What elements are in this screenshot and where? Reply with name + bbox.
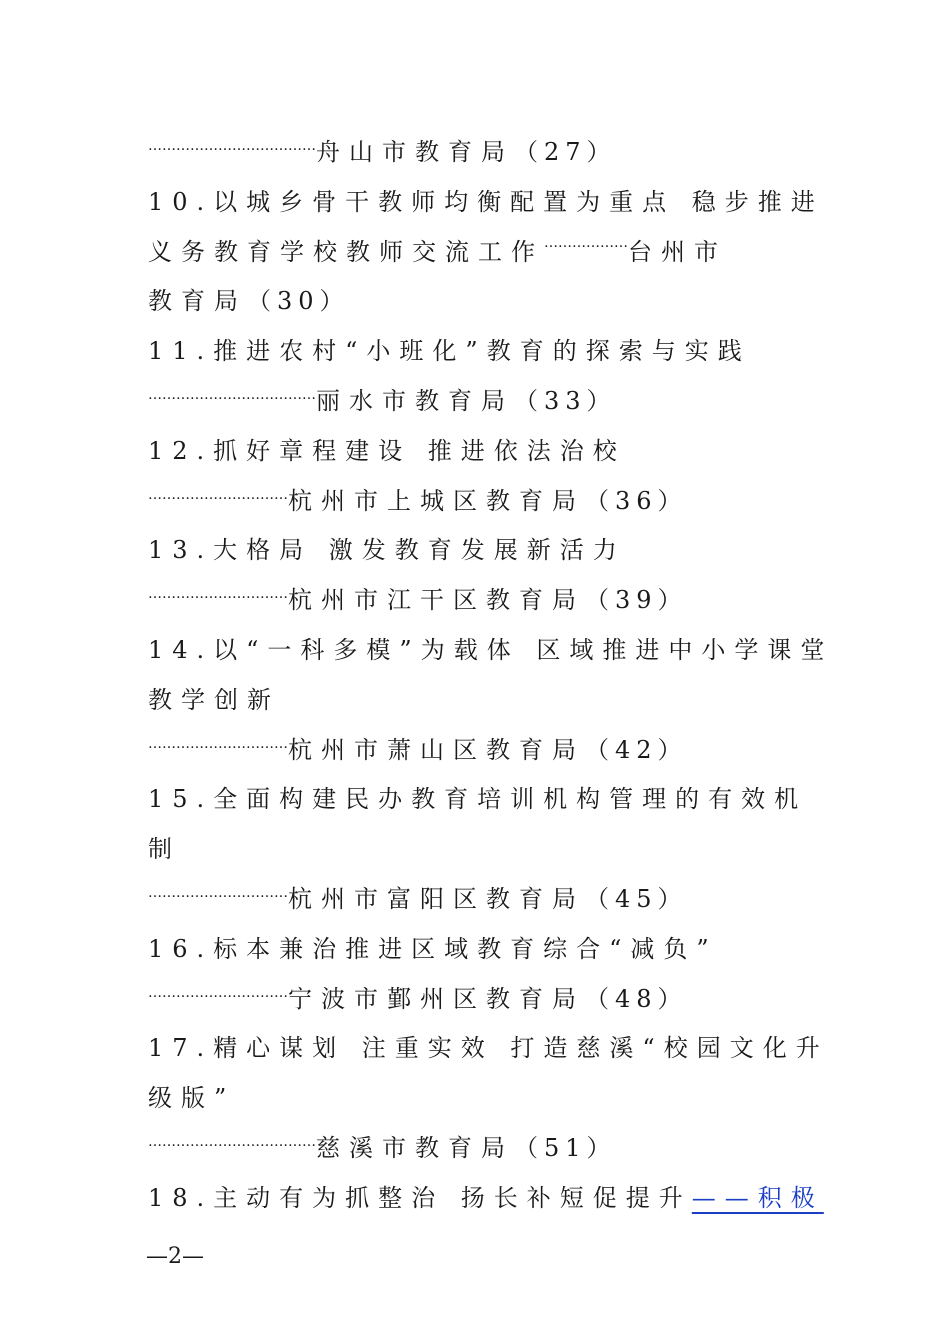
page-ref: （48） xyxy=(585,984,688,1013)
toc-line-17 xyxy=(148,925,808,975)
entry-title: 制 xyxy=(148,835,181,864)
toc-line-22 xyxy=(148,1174,824,1224)
entry-title: 教学创新 xyxy=(148,685,280,714)
toc-line-13 xyxy=(148,726,808,776)
toc-line-18 xyxy=(148,975,808,1025)
toc-line-12 xyxy=(148,676,808,726)
toc-line-10 xyxy=(148,576,808,626)
org-name: 杭州市富阳区教育局 xyxy=(288,884,585,913)
org-name: 台州市 xyxy=(628,237,727,266)
leader-dots: ………………………… xyxy=(148,735,288,752)
leader-dots: ………………………… xyxy=(148,586,288,603)
entry-title: 12.抓好章程建设 推进依法治校 xyxy=(148,436,626,465)
toc-line-08 xyxy=(148,477,808,527)
entry-title: 16.标本兼治推进区域教育综合“减负” xyxy=(148,934,718,963)
toc-line-14 xyxy=(148,775,808,825)
page-ref: （30） xyxy=(247,287,350,316)
org-name: 杭州市萧山区教育局 xyxy=(288,735,585,764)
toc-line-01 xyxy=(148,128,808,178)
leader-dots: ……………………………… xyxy=(148,138,316,154)
toc-line-09 xyxy=(148,526,808,576)
page-ref: （27） xyxy=(514,138,617,166)
org-name: 慈溪市教育局 xyxy=(316,1133,514,1162)
org-name: 丽水市教育局 xyxy=(316,386,514,415)
toc-line-05 xyxy=(148,327,808,377)
toc-line-07 xyxy=(148,427,808,477)
toc-line-02 xyxy=(148,178,824,228)
toc-line-20 xyxy=(148,1074,808,1124)
entry-title: 14.以“一科多模”为载体 区域推进中小学课堂 xyxy=(148,635,834,664)
toc-line-19 xyxy=(148,1024,829,1074)
org-name: 舟山市教育局 xyxy=(316,138,514,166)
entry-title: 17.精心谋划 注重实效 打造慈溪“校园文化升 xyxy=(148,1034,829,1063)
toc-hyperlink[interactable]: ——积极 xyxy=(691,1183,824,1212)
page-ref: （39） xyxy=(585,586,688,615)
org-name: 杭州市江干区教育局 xyxy=(288,586,585,615)
toc-line-03 xyxy=(148,228,808,278)
page-number: —2— xyxy=(146,1244,204,1269)
leader-dots: ………………………… xyxy=(148,884,288,901)
entry-title: 18.主动有为抓整治 扬长补短促提升 xyxy=(148,1183,692,1212)
leader-dots: ……………………………… xyxy=(148,1133,316,1150)
leader-dots: ……………… xyxy=(544,234,628,251)
org-name: 教育局 xyxy=(148,287,247,316)
toc-line-15 xyxy=(148,825,808,875)
toc-line-06 xyxy=(148,377,808,427)
entry-title: 11.推进农村“小班化”教育的探索与实践 xyxy=(148,337,751,366)
org-name: 杭州市上城区教育局 xyxy=(288,486,585,515)
page-ref: （36） xyxy=(585,486,688,515)
leader-dots: ………………………… xyxy=(148,486,288,503)
entry-title: 10.以城乡骨干教师均衡配置为重点 稳步推进 xyxy=(148,187,824,216)
leader-dots: ………………………… xyxy=(148,984,288,1001)
entry-title: 义务教育学校教师交流工作 xyxy=(148,237,544,266)
toc-line-16 xyxy=(148,875,808,925)
entry-title: 13.大格局 激发教育发展新活力 xyxy=(148,536,626,565)
toc-line-21 xyxy=(148,1124,808,1174)
leader-dots: ……………………………… xyxy=(148,386,316,403)
page-ref: （42） xyxy=(585,735,688,764)
toc-line-11 xyxy=(148,626,834,676)
org-name: 宁波市鄞州区教育局 xyxy=(288,984,585,1013)
entry-title: 级版” xyxy=(148,1084,236,1113)
page-ref: （51） xyxy=(514,1133,617,1162)
toc-list xyxy=(148,128,834,1224)
page-ref: （33） xyxy=(514,386,617,415)
page-ref: （45） xyxy=(585,884,688,913)
entry-title: 15.全面构建民办教育培训机构管理的有效机 xyxy=(148,785,808,814)
toc-line-04 xyxy=(148,277,808,327)
